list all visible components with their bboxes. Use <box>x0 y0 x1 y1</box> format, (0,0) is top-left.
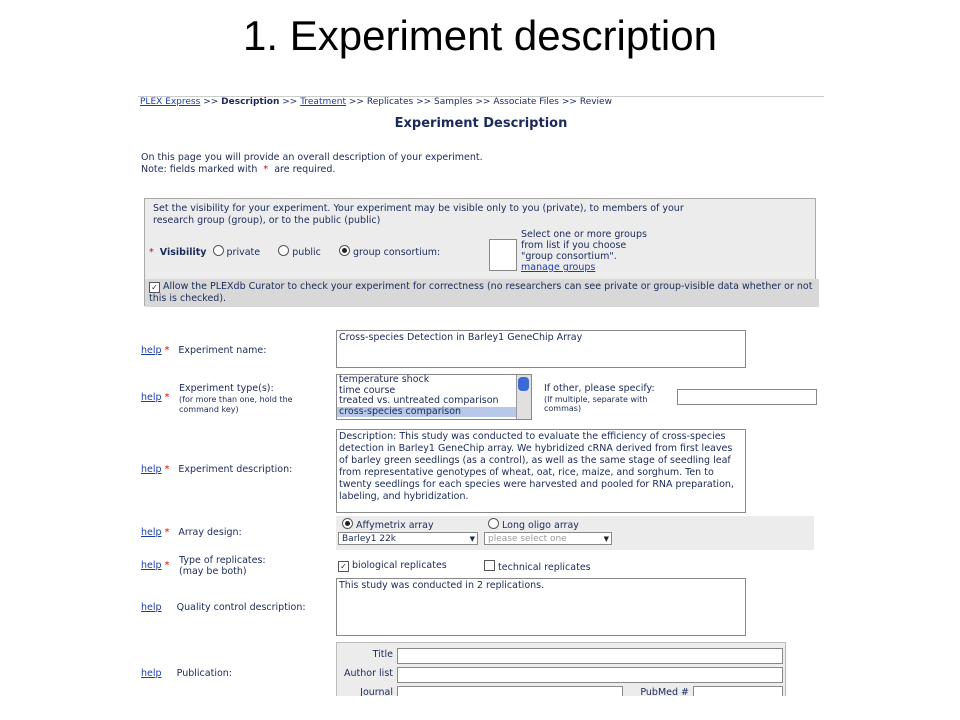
pub-author-label: Author list <box>344 668 393 679</box>
breadcrumb-description: Description <box>221 97 280 107</box>
technical-replicates-option <box>484 560 591 573</box>
required-star: * <box>164 392 170 403</box>
pub-pubmed-label: PubMed # <box>640 687 689 696</box>
replicates-help <box>141 560 169 571</box>
radio-long-oligo-label: Long oligo array <box>502 520 579 531</box>
affymetrix-option <box>342 518 434 531</box>
biological-replicates-label: biological replicates <box>352 560 447 571</box>
quality-control-row-label <box>141 602 306 613</box>
experiment-type-hint-line: (for more than one, hold the <box>179 395 293 404</box>
group-listbox[interactable] <box>489 239 517 271</box>
breadcrumb-separator: >> <box>203 97 219 107</box>
long-oligo-select[interactable] <box>484 532 612 545</box>
breadcrumb-separator: >> <box>561 97 577 107</box>
radio-public[interactable] <box>278 245 289 256</box>
long-oligo-select-value: please select one <box>488 534 567 544</box>
group-note-line: from list if you choose <box>521 240 627 251</box>
radio-affymetrix-label: Affymetrix array <box>356 520 434 531</box>
visibility-label: Visibility <box>159 247 207 258</box>
help-link-publication[interactable]: help <box>141 668 162 679</box>
experiment-name-row-label <box>141 345 266 356</box>
breadcrumb-review: Review <box>579 97 612 107</box>
breadcrumb-separator: >> <box>475 97 491 107</box>
experiment-type-hint-line: command key) <box>179 405 239 414</box>
listbox-scrollbar[interactable] <box>516 375 531 419</box>
list-item[interactable]: temperature shock <box>339 374 430 385</box>
experiment-type-hint <box>179 395 293 415</box>
radio-public-label: public <box>292 247 321 258</box>
slide-title: 1. Experiment description <box>243 12 717 59</box>
if-other-hint-line: commas) <box>544 404 582 413</box>
radio-private-label: private <box>226 247 261 258</box>
array-design-row-label <box>141 527 242 538</box>
biological-replicates-option <box>338 560 447 572</box>
experiment-name-label: Experiment name: <box>178 345 267 356</box>
experiment-type-label: Experiment type(s): <box>179 383 274 394</box>
required-star: * <box>164 345 170 356</box>
experiment-description-field[interactable]: Description: This study was conducted to evaluate the efficiency of cross-species detection in Barley1 GeneChip array. We hybridized cRNA derived from first leaves of barley green seedlings (as a control), as well as the same stage of seedling leaf from representative genotypes of wheat, oat, rice, maize, and sorghum. Ten to twenty seedlings for each species were harvested and pooled for RNA preparation, labeling, and hybridization. <box>336 429 746 513</box>
experiment-description-row-label <box>141 464 292 475</box>
radio-private[interactable] <box>213 245 224 256</box>
radio-group-consortium-label: group consortium: <box>353 247 441 258</box>
pub-journal-field[interactable] <box>397 686 623 696</box>
breadcrumb-samples: Samples <box>434 97 473 107</box>
page-heading: Experiment Description <box>394 116 568 131</box>
scrollbar-thumb[interactable] <box>518 377 529 391</box>
technical-replicates-checkbox[interactable] <box>484 560 495 571</box>
array-design-panel <box>336 516 814 550</box>
experiment-type-listbox[interactable] <box>336 374 532 420</box>
required-note-suffix: are required. <box>274 164 336 175</box>
quality-control-label: Quality control description: <box>176 602 306 613</box>
publication-row-label <box>141 668 232 679</box>
pub-author-field[interactable] <box>397 667 783 683</box>
pub-journal-label: Journal <box>360 687 393 696</box>
help-link-experiment-name[interactable]: help <box>141 345 162 356</box>
intro-line: On this page you will provide an overall description of your experiment. <box>141 152 483 163</box>
help-link-array-design[interactable]: help <box>141 527 162 538</box>
list-item[interactable]: time course <box>339 384 396 396</box>
required-note <box>141 164 483 176</box>
visibility-description-line: Set the visibility for your experiment. Your experiment may be visible only to you (private), to members of your <box>153 203 684 214</box>
replicates-label-line: Type of replicates: <box>179 555 266 566</box>
required-note-prefix: Note: fields marked with <box>141 164 258 175</box>
radio-long-oligo[interactable] <box>488 518 499 529</box>
pub-title-field[interactable] <box>397 648 783 664</box>
if-other-label: If other, please specify: <box>544 383 655 394</box>
affymetrix-select-value: Barley1 22k <box>342 534 397 544</box>
biological-replicates-checkbox[interactable]: ✓ <box>338 561 349 572</box>
help-link-replicates[interactable]: help <box>141 560 162 571</box>
experiment-name-field[interactable]: Cross-species Detection in Barley1 GeneChip Array <box>336 330 746 368</box>
group-note-line: "group consortium". <box>521 251 617 262</box>
manage-groups-link[interactable]: manage groups <box>521 262 596 273</box>
visibility-options <box>149 245 440 258</box>
array-design-label: Array design: <box>178 527 242 538</box>
help-link-quality-control[interactable]: help <box>141 602 162 613</box>
if-other-hint <box>544 395 647 413</box>
curator-checkbox[interactable]: ✓ <box>149 282 160 293</box>
breadcrumb-separator: >> <box>348 97 364 107</box>
chevron-down-icon: ▼ <box>603 535 609 543</box>
list-item-selected[interactable]: cross-species comparison <box>337 407 531 418</box>
breadcrumb-plex-express[interactable]: PLEX Express <box>140 97 201 107</box>
radio-affymetrix[interactable] <box>342 518 353 529</box>
breadcrumb-separator: >> <box>282 97 298 107</box>
quality-control-field[interactable]: This study was conducted in 2 replications. <box>336 578 746 636</box>
intro-text <box>141 152 483 176</box>
if-other-field[interactable] <box>677 389 817 405</box>
list-item[interactable]: treated vs. untreated comparison <box>339 395 499 406</box>
long-oligo-option <box>488 518 579 531</box>
affymetrix-select[interactable] <box>338 532 478 545</box>
visibility-panel <box>144 198 816 306</box>
breadcrumb-separator: >> <box>416 97 432 107</box>
experiment-type-help <box>141 392 169 403</box>
group-note-line: Select one or more groups <box>521 229 647 240</box>
replicates-label <box>179 555 266 577</box>
required-star: * <box>149 247 154 258</box>
required-star: * <box>164 527 170 538</box>
visibility-description <box>153 203 793 227</box>
chevron-down-icon: ▼ <box>469 535 475 543</box>
technical-replicates-label: technical replicates <box>498 562 591 573</box>
form-screenshot <box>138 96 824 696</box>
experiment-description-label: Experiment description: <box>178 464 293 475</box>
group-note <box>521 229 647 273</box>
breadcrumb-treatment[interactable]: Treatment <box>300 97 347 107</box>
breadcrumb-associate-files: Associate Files <box>493 97 559 107</box>
required-star: * <box>164 464 170 475</box>
publication-panel <box>336 642 786 696</box>
required-star: * <box>263 164 269 175</box>
publication-label: Publication: <box>176 668 232 679</box>
curator-check-row <box>145 279 819 307</box>
breadcrumb <box>140 97 612 107</box>
help-link-experiment-type[interactable]: help <box>141 392 162 403</box>
pub-title-label: Title <box>372 649 393 660</box>
replicates-label-line: (may be both) <box>179 566 247 577</box>
breadcrumb-replicates: Replicates <box>366 97 414 107</box>
required-star: * <box>164 560 170 571</box>
visibility-description-line: research group (group), or to the public (public) <box>153 215 381 226</box>
radio-group-consortium[interactable] <box>339 245 350 256</box>
pub-pubmed-field[interactable] <box>693 686 783 696</box>
help-link-experiment-description[interactable]: help <box>141 464 162 475</box>
if-other-hint-line: (If multiple, separate with <box>544 395 648 404</box>
curator-check-label: Allow the PLEXdb Curator to check your experiment for correctness (no researchers can see private or group-visible data whether or not this is checked). <box>149 281 813 304</box>
